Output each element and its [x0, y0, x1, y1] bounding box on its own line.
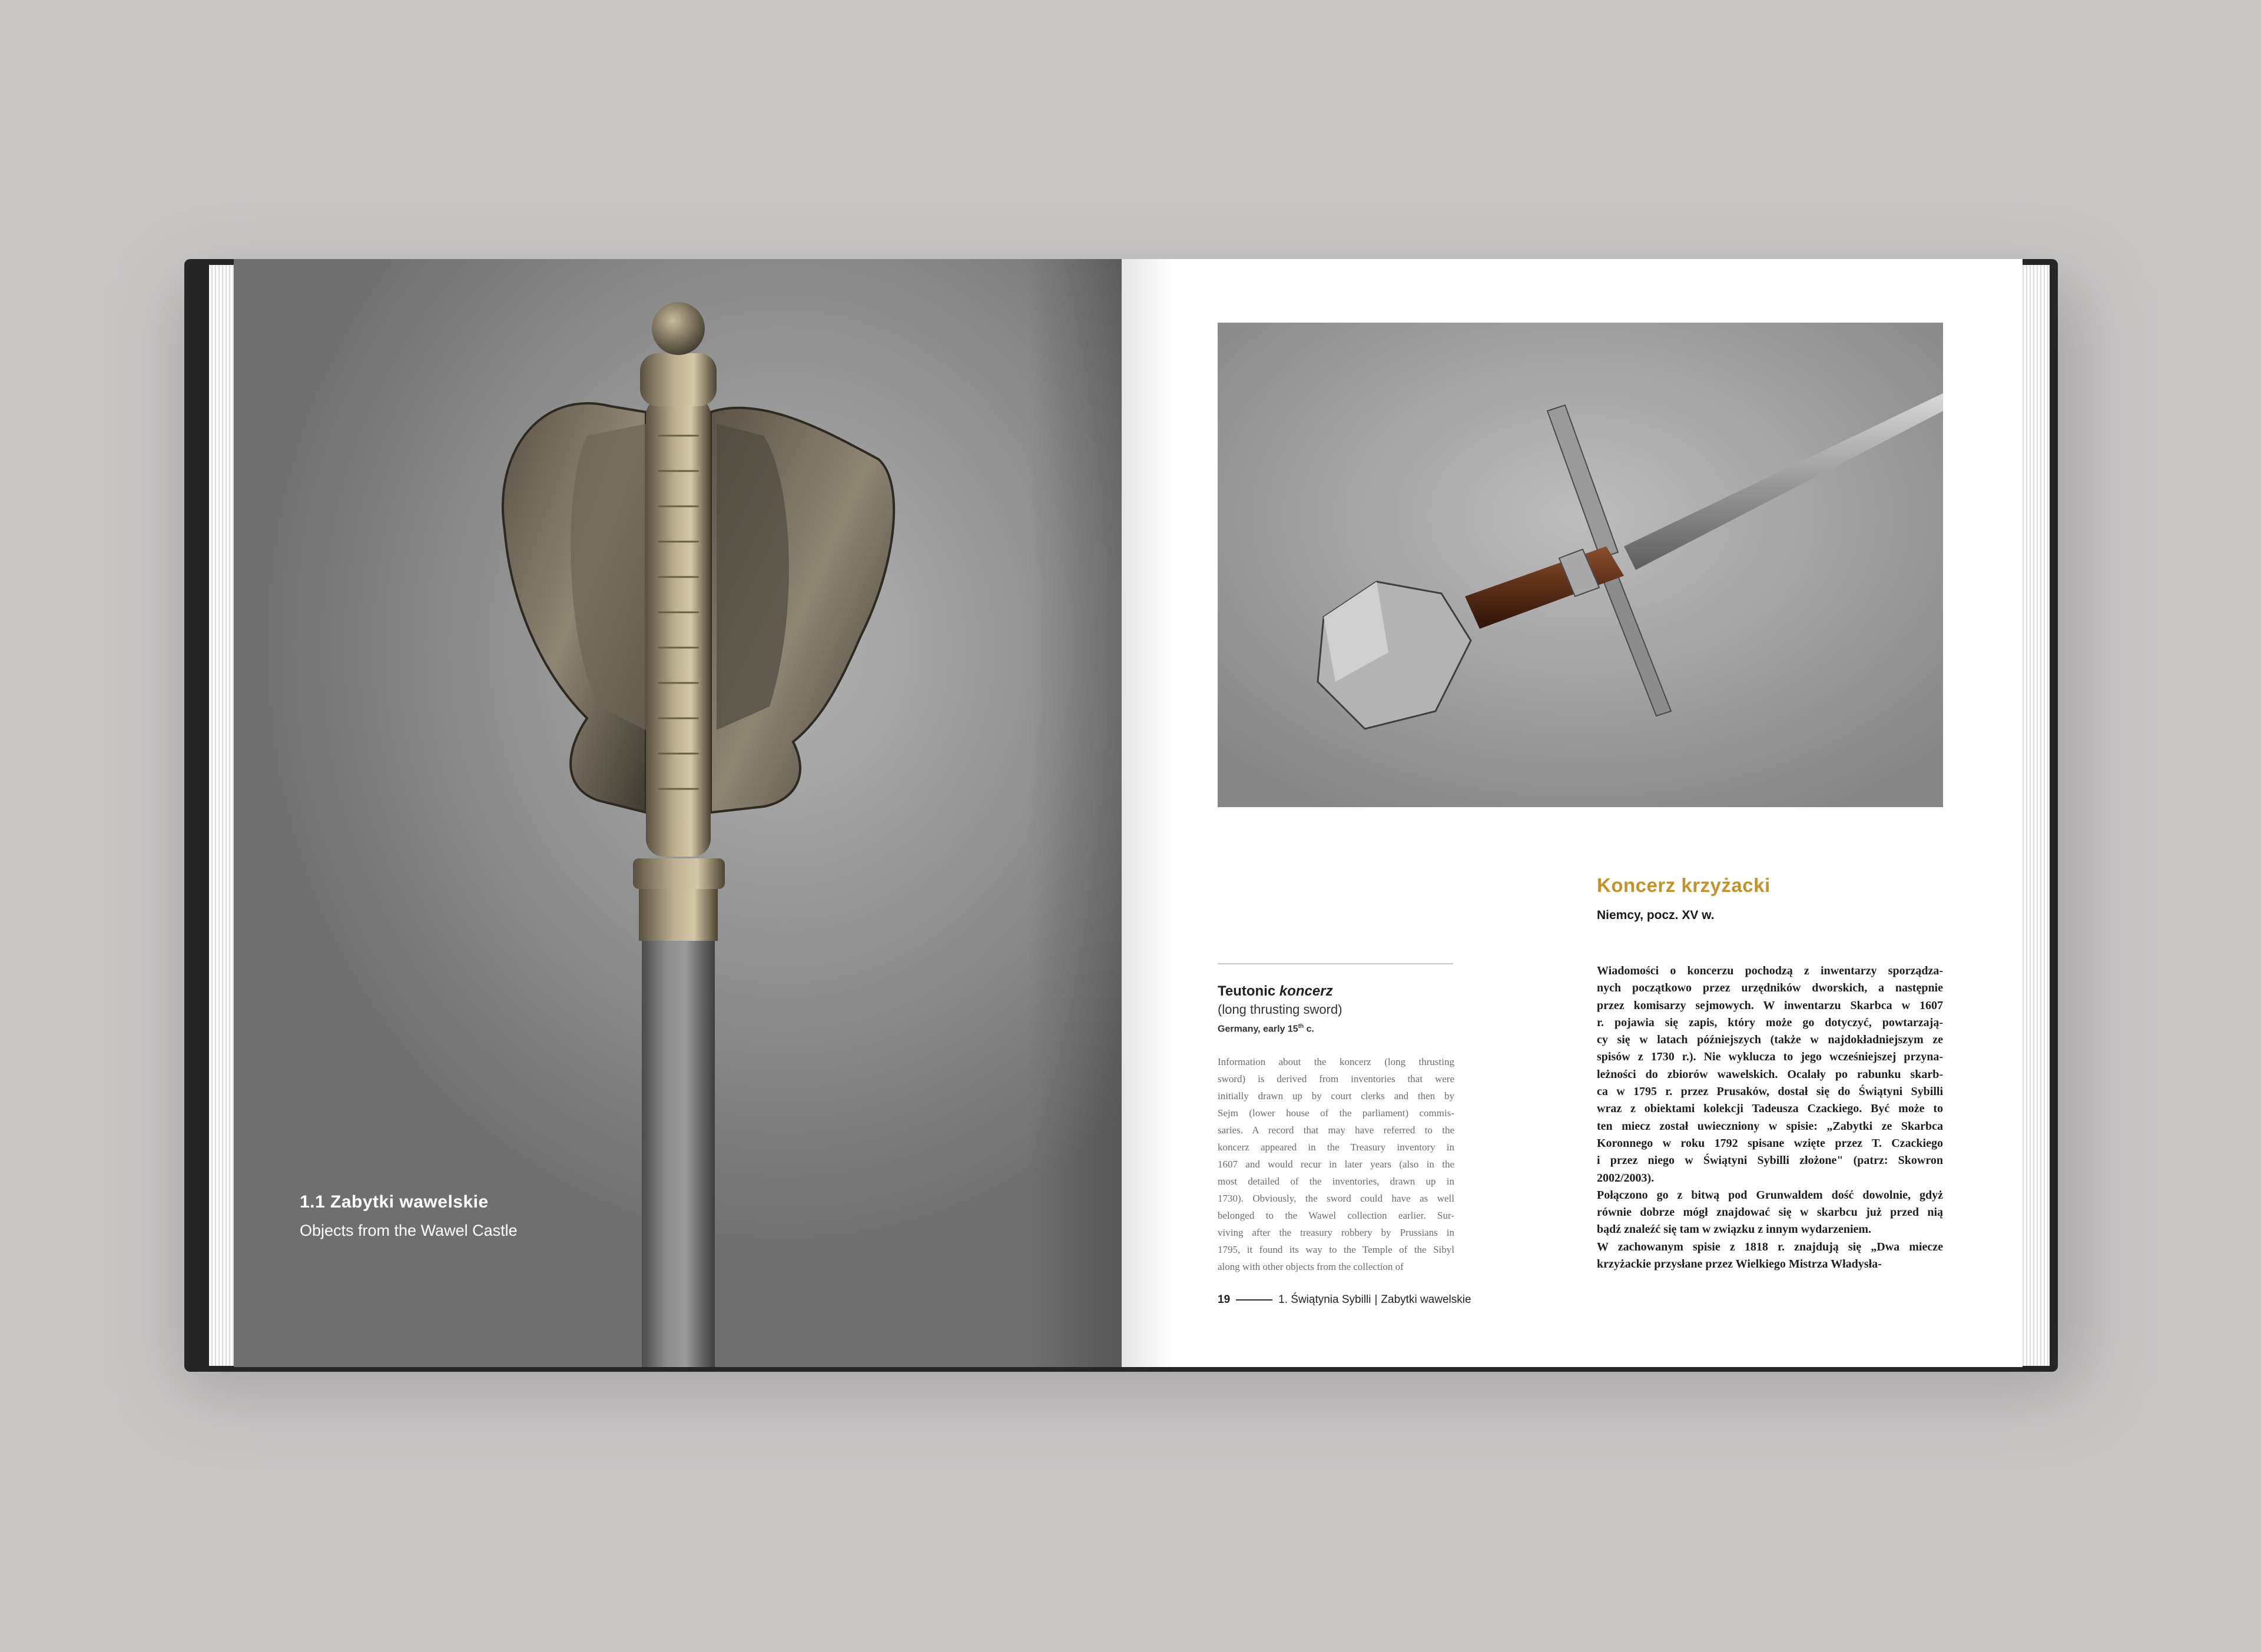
- polish-line: spisów z 1730 r.). Nie wyklucza to jego wcześniejszej przyna-: [1597, 1050, 1943, 1064]
- collar-ring: [633, 858, 725, 889]
- english-line: most detailed of the inventories, drawn up in: [1218, 1176, 1454, 1187]
- mace-core: [646, 397, 711, 857]
- english-line: 1730). Obviously, the sword could have as well: [1218, 1193, 1454, 1205]
- caption-title: 1.1 Zabytki wawelskie: [300, 1192, 489, 1212]
- polish-line: Koronnego w roku 1792 spisane wzięte przez T. Czackiego: [1597, 1136, 1943, 1150]
- polish-line: i przez niego w Świątyni Sybilli złożone" (patrz: Skowron: [1597, 1154, 1943, 1167]
- page-stack-right: [2023, 265, 2050, 1366]
- polish-line: ca w 1795 r. przez Prusaków, dostał się do Świątyni Sybilli: [1597, 1085, 1943, 1099]
- polish-line: 2002/2003).: [1597, 1171, 1655, 1185]
- entry-title: Koncerz krzyżacki: [1597, 874, 1771, 896]
- footer-section: Zabytki wawelskie: [1381, 1293, 1471, 1306]
- english-line: koncerz appeared in the Treasury inventory in: [1218, 1142, 1454, 1153]
- polish-line: r. pojawia się zapis, który może go dotyczyć, powtarzają-: [1597, 1016, 1943, 1029]
- english-meta: [1218, 1023, 1454, 1034]
- english-line: Sejm (lower house of the parliament) commis-: [1218, 1107, 1454, 1119]
- page-stack-left: [209, 265, 234, 1366]
- top-knob: [652, 302, 705, 355]
- polish-line: W zachowanym spisie z 1818 r. znajdują się „Dwa miecze: [1597, 1240, 1943, 1253]
- english-line: viving after the treasury robbery by Prussians in: [1218, 1227, 1454, 1239]
- english-title-italic: koncerz: [1279, 983, 1333, 999]
- english-line: along with other objects from the collection of: [1218, 1261, 1404, 1273]
- gutter-shadow: [1027, 259, 1122, 1367]
- gutter-shadow-right: [1122, 259, 1175, 1367]
- left-page: [234, 259, 1122, 1367]
- footer-rule: [1236, 1299, 1272, 1301]
- polish-line: przez komisarzy sejmowych. W inwentarzu Skarbca w 1607: [1597, 999, 1943, 1012]
- shaft: [642, 936, 715, 1367]
- polish-line: bądź znaleźć się tam w związku z innym wydarzeniem.: [1597, 1223, 1872, 1236]
- polish-line: leżności do zbiorów wawelskich. Ocalały po rabunku skarb-: [1597, 1067, 1943, 1081]
- polish-line: krzyżackie przysłane przez Wielkiego Mistrza Władysła-: [1597, 1258, 1882, 1271]
- caption-subtitle: Objects from the Wawel Castle: [300, 1222, 518, 1239]
- english-meta-sup: th: [1298, 1023, 1304, 1030]
- sword-illustration: [1218, 323, 1943, 807]
- english-subtitle: (long thrusting sword): [1218, 1002, 1342, 1017]
- footer-separator: |: [1374, 1293, 1378, 1306]
- entry-heading: [1597, 874, 1771, 923]
- english-meta-suffix: c.: [1304, 1024, 1314, 1034]
- polish-body: [1597, 963, 1943, 1273]
- entry-subtitle: Niemcy, pocz. XV w.: [1597, 908, 1715, 922]
- english-line: Information about the koncerz (long thrusting: [1218, 1056, 1454, 1068]
- collar: [639, 888, 718, 941]
- english-line: sword) is derived from inventories that were: [1218, 1073, 1454, 1085]
- top-cap: [640, 353, 717, 406]
- polish-line: cy się w latach późniejszych (także w najdokładniejszym ze: [1597, 1033, 1943, 1047]
- english-line: saries. A record that may have referred to the: [1218, 1124, 1454, 1136]
- english-body: [1218, 1053, 1454, 1275]
- crossguard-upper: [1547, 405, 1618, 558]
- polish-line: równie dobrze mógł znajdować się w skarbcu już przed nią: [1597, 1206, 1943, 1219]
- blade: [1624, 393, 1943, 570]
- footer-chapter: 1. Świątynia Sybilli: [1278, 1293, 1371, 1306]
- grip: [1465, 546, 1624, 629]
- english-line: belonged to the Wawel collection earlier. Sur-: [1218, 1210, 1454, 1222]
- figure-caption: [300, 1192, 518, 1240]
- english-line: 1795, it found its way to the Temple of the Sibyl: [1218, 1244, 1454, 1256]
- english-meta-prefix: Germany, early 15: [1218, 1024, 1298, 1034]
- polish-line: wraz z obiektami kolekcji Tadeusza Czackiego. Być może to: [1597, 1102, 1943, 1116]
- polish-line: ten miecz został uwieczniony w spisie: „Zabytki ze Skarbca: [1597, 1119, 1943, 1133]
- right-page: [1122, 259, 2023, 1367]
- page-footer: [1218, 1293, 1471, 1306]
- polish-line: Połączono go z bitwą pod Grunwaldem dość dowolnie, gdyż: [1597, 1188, 1943, 1202]
- polish-line: Wiadomości o koncerzu pochodzą z inwentarzy sporządza-: [1597, 964, 1943, 977]
- english-column: [1218, 983, 1454, 1275]
- english-title: [1218, 983, 1454, 1000]
- english-line: initially drawn up by court clerks and then by: [1218, 1090, 1454, 1102]
- polish-line: nych początkowo przez urzędników dworskich, a następnie: [1597, 981, 1943, 995]
- english-title-prefix: Teutonic: [1218, 983, 1279, 999]
- english-line: 1607 and would recur in later years (also in the: [1218, 1159, 1454, 1170]
- divider-rule: [1218, 963, 1453, 964]
- sword-photo: [1218, 323, 1943, 807]
- page-number: 19: [1218, 1293, 1231, 1306]
